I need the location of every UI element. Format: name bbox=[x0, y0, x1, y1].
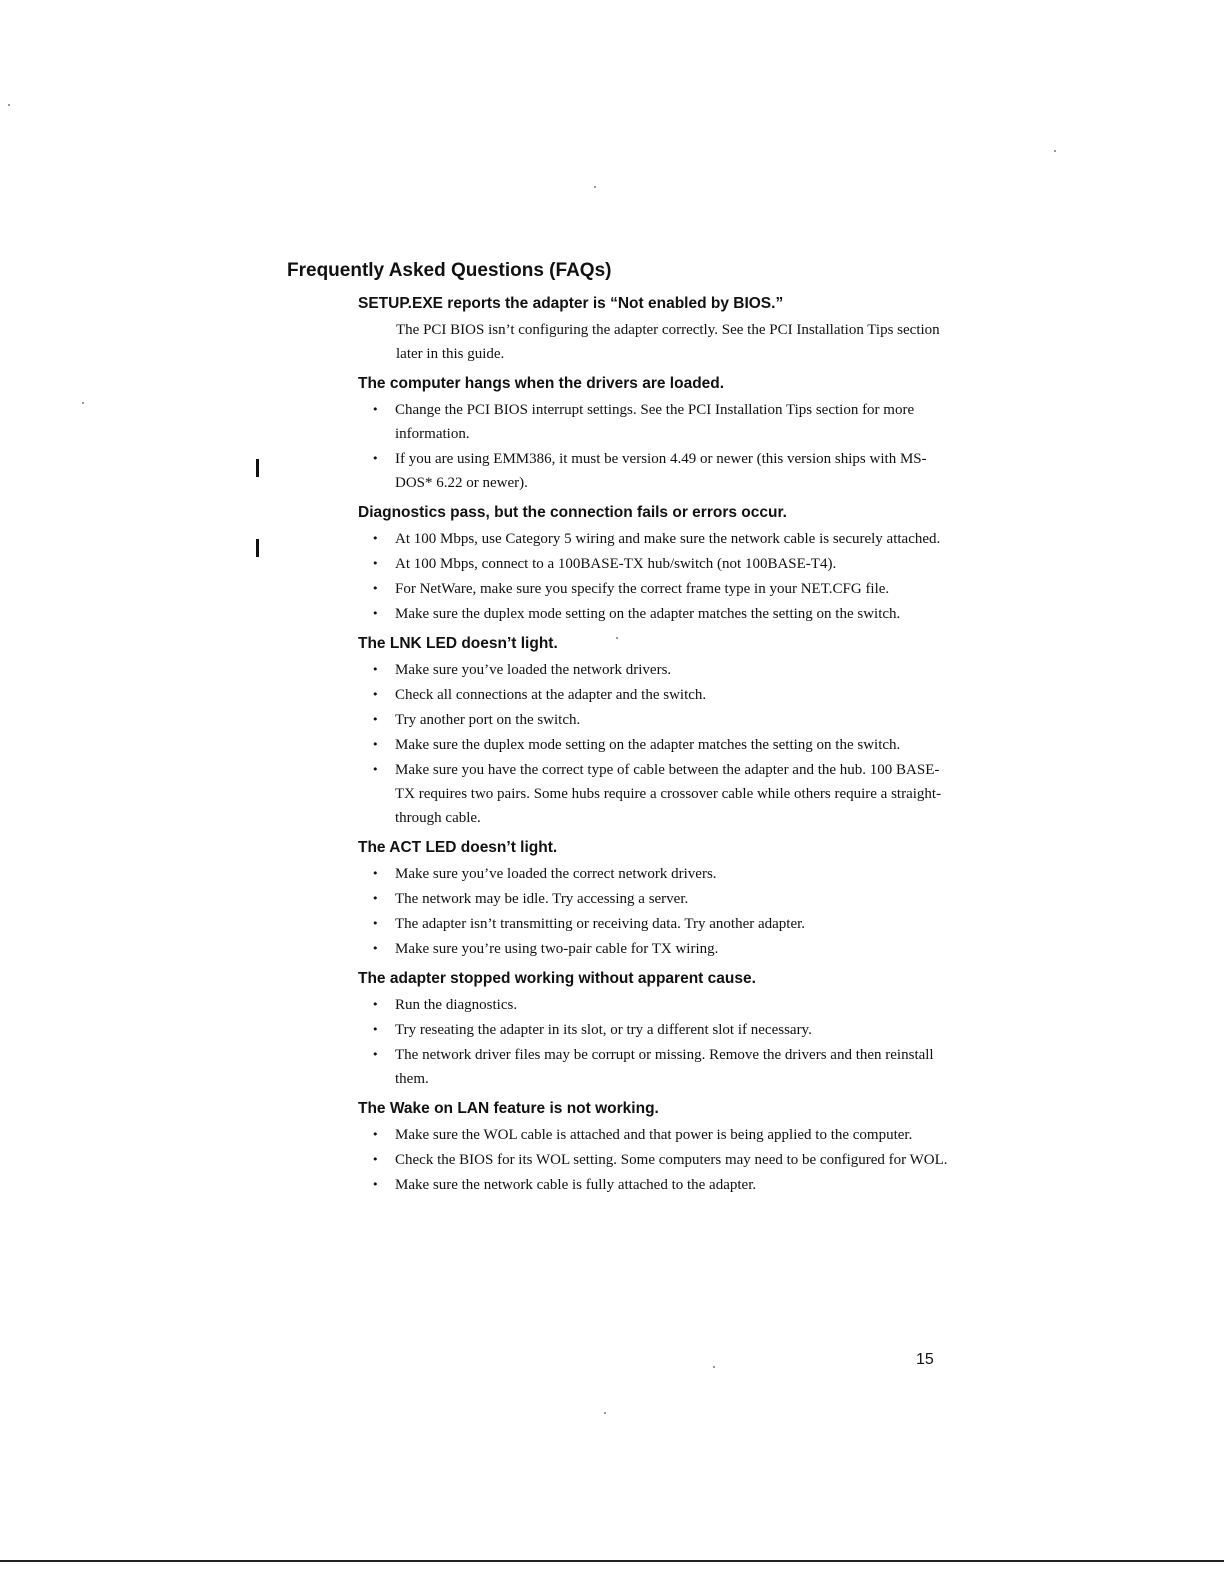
bullet-icon: • bbox=[372, 663, 379, 676]
list-item bbox=[358, 1148, 948, 1172]
list-item-text: If you are using EMM386, it must be version 4.49 or newer (this version ships with MS-DOS* 6.22 or newer). bbox=[395, 451, 927, 491]
list-item bbox=[358, 1018, 948, 1042]
list-item bbox=[358, 658, 948, 682]
scan-speck bbox=[82, 402, 84, 404]
list-item-text: Try another port on the switch. bbox=[395, 712, 581, 728]
scan-speck bbox=[1054, 150, 1056, 152]
bullet-icon: • bbox=[372, 557, 379, 570]
faq-answer: The PCI BIOS isn’t configuring the adapter correctly. See the PCI Installation Tips section later in this guide. bbox=[396, 322, 940, 362]
bullet-list bbox=[358, 398, 948, 495]
bullet-icon: • bbox=[372, 607, 379, 620]
list-item bbox=[358, 708, 948, 732]
bullet-icon: • bbox=[372, 1153, 379, 1166]
bullet-icon: • bbox=[372, 998, 379, 1011]
list-item bbox=[358, 912, 948, 936]
bullet-icon: • bbox=[372, 942, 379, 955]
list-item-text: The adapter isn’t transmitting or receiving data. Try another adapter. bbox=[395, 916, 806, 932]
list-item bbox=[358, 862, 948, 886]
scan-speck bbox=[594, 186, 596, 188]
scan-speck bbox=[604, 1412, 606, 1414]
faq-item bbox=[358, 372, 948, 495]
list-item bbox=[358, 993, 948, 1017]
change-bar-mark bbox=[256, 459, 259, 477]
faq-question: SETUP.EXE reports the adapter is “Not enabled by BIOS.” bbox=[358, 295, 784, 312]
faq-item bbox=[358, 1097, 948, 1197]
list-item-text: At 100 Mbps, use Category 5 wiring and make sure the network cable is securely attached. bbox=[395, 531, 941, 547]
list-item-text: Make sure you’ve loaded the correct network drivers. bbox=[395, 866, 717, 882]
list-item bbox=[358, 527, 948, 551]
page-title: Frequently Asked Questions (FAQs) bbox=[287, 260, 612, 281]
list-item bbox=[358, 1173, 948, 1197]
list-item bbox=[358, 733, 948, 757]
bullet-list bbox=[358, 527, 948, 626]
bullet-icon: • bbox=[372, 403, 379, 416]
list-item-text: Try reseating the adapter in its slot, or try a different slot if necessary. bbox=[395, 1022, 812, 1038]
bullet-icon: • bbox=[372, 1128, 379, 1141]
bullet-icon: • bbox=[372, 532, 379, 545]
faq-item bbox=[358, 632, 948, 830]
faq-list bbox=[358, 292, 948, 1203]
faq-question: The adapter stopped working without apparent cause. bbox=[358, 970, 756, 987]
list-item-text: Make sure the network cable is fully attached to the adapter. bbox=[395, 1177, 757, 1193]
list-item bbox=[358, 683, 948, 707]
bullet-list bbox=[358, 862, 948, 961]
bullet-list bbox=[358, 993, 948, 1091]
faq-question: The Wake on LAN feature is not working. bbox=[358, 1100, 659, 1117]
list-item bbox=[358, 577, 948, 601]
list-item-text: Make sure you’ve loaded the network drivers. bbox=[395, 662, 672, 678]
bullet-icon: • bbox=[372, 713, 379, 726]
bullet-list bbox=[358, 658, 948, 830]
list-item-text: Make sure the duplex mode setting on the adapter matches the setting on the switch. bbox=[395, 606, 901, 622]
bullet-icon: • bbox=[372, 738, 379, 751]
faq-question: The computer hangs when the drivers are loaded. bbox=[358, 375, 725, 392]
faq-item bbox=[358, 501, 948, 626]
list-item bbox=[358, 447, 948, 495]
change-bar-mark bbox=[256, 539, 259, 557]
bullet-icon: • bbox=[372, 452, 379, 465]
bullet-icon: • bbox=[372, 1048, 379, 1061]
list-item-text: For NetWare, make sure you specify the correct frame type in your NET.CFG file. bbox=[395, 581, 890, 597]
bullet-icon: • bbox=[372, 763, 379, 776]
faq-item bbox=[358, 836, 948, 961]
list-item bbox=[358, 398, 948, 446]
faq-question: The LNK LED doesn’t light. bbox=[358, 635, 558, 652]
scan-speck bbox=[713, 1366, 715, 1368]
list-item bbox=[358, 1123, 948, 1147]
bullet-icon: • bbox=[372, 582, 379, 595]
list-item bbox=[358, 887, 948, 911]
list-item-text: Make sure the duplex mode setting on the adapter matches the setting on the switch. bbox=[395, 737, 901, 753]
faq-item bbox=[358, 967, 948, 1091]
bullet-list bbox=[358, 1123, 948, 1197]
list-item bbox=[358, 602, 948, 626]
faq-question: The ACT LED doesn’t light. bbox=[358, 839, 558, 856]
list-item bbox=[358, 552, 948, 576]
list-item bbox=[358, 937, 948, 961]
list-item-text: Run the diagnostics. bbox=[395, 997, 518, 1013]
list-item bbox=[358, 758, 948, 830]
faq-question: Diagnostics pass, but the connection fails or errors occur. bbox=[358, 504, 787, 521]
list-item-text: Make sure the WOL cable is attached and that power is being applied to the computer. bbox=[395, 1127, 913, 1143]
list-item-text: Change the PCI BIOS interrupt settings. See the PCI Installation Tips section for more information. bbox=[395, 402, 915, 442]
bullet-icon: • bbox=[372, 688, 379, 701]
bullet-icon: • bbox=[372, 867, 379, 880]
bullet-icon: • bbox=[372, 1023, 379, 1036]
list-item bbox=[358, 1043, 948, 1091]
scan-speck bbox=[8, 104, 10, 106]
list-item-text: Make sure you’re using two-pair cable for TX wiring. bbox=[395, 941, 719, 957]
list-item-text: The network may be idle. Try accessing a server. bbox=[395, 891, 689, 907]
page-number: 15 bbox=[916, 1351, 934, 1368]
list-item-text: The network driver files may be corrupt or missing. Remove the drivers and then reinstall them. bbox=[395, 1047, 934, 1087]
bottom-rule bbox=[0, 1560, 1224, 1562]
list-item-text: Check all connections at the adapter and the switch. bbox=[395, 687, 707, 703]
list-item-text: Check the BIOS for its WOL setting. Some computers may need to be configured for WOL. bbox=[395, 1152, 948, 1168]
faq-item bbox=[358, 292, 948, 366]
list-item-text: At 100 Mbps, connect to a 100BASE-TX hub/switch (not 100BASE-T4). bbox=[395, 556, 837, 572]
bullet-icon: • bbox=[372, 917, 379, 930]
bullet-icon: • bbox=[372, 892, 379, 905]
bullet-icon: • bbox=[372, 1178, 379, 1191]
scan-speck bbox=[616, 637, 618, 639]
list-item-text: Make sure you have the correct type of cable between the adapter and the hub. 100 BASE-TX requires two pairs. Some hubs require a crossover cable while others require a straight-through cable. bbox=[395, 762, 942, 826]
